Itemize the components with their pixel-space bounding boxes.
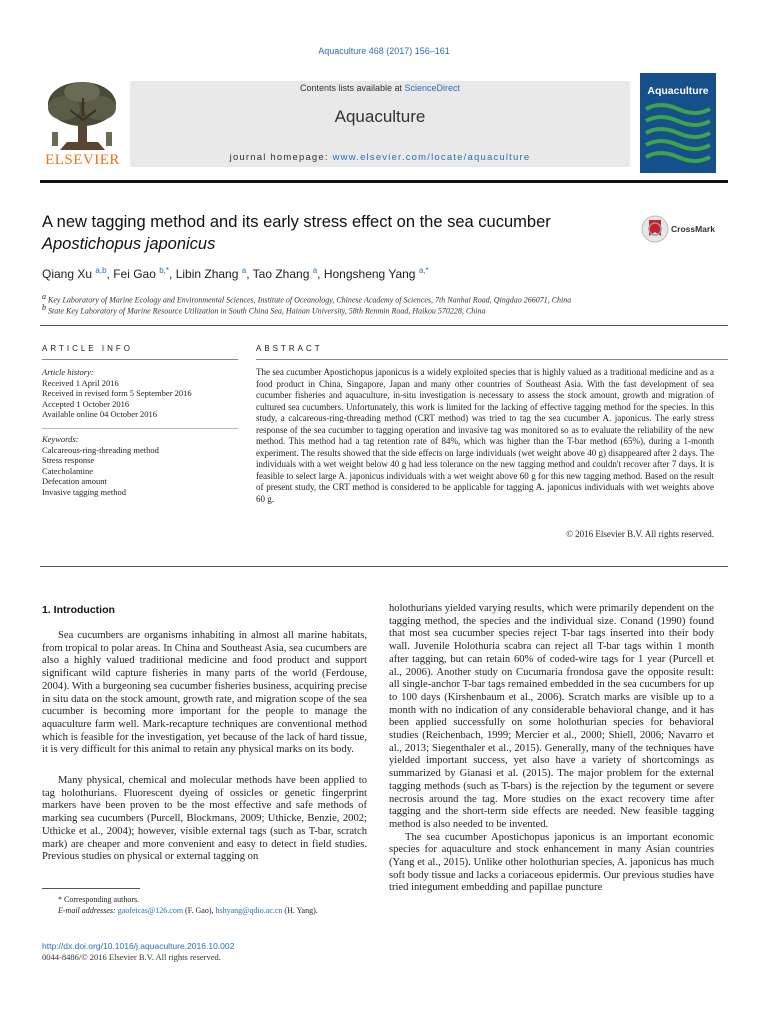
abstract-heading: ABSTRACT [256,344,323,353]
author-list: Qiang Xu $^{a,b}$, Fei Gao $^{b,*}$, Libin Zhang $^a$, Tao Zhang $^a$, Hongsheng Yang $^{a,*}$ [42,266,429,281]
history-item: Received in revised form 5 September 2016 [42,388,192,398]
affiliation-mark: a [42,292,46,301]
title-line-1: A new tagging method and its early stress effect on the sea cucumber [42,213,551,231]
email-owner: (F. Gao), [185,905,214,915]
keyword-item: Stress response [42,455,95,465]
author-affiliation-mark[interactable]: a,* [418,266,429,275]
keywords [42,434,242,497]
affiliation-mark: b [42,303,46,312]
article-info-rule [42,359,238,360]
paragraph: Sea cucumbers are organisms inhabiting in almost all marine habitats, from tropical to polar areas. In China and Southeast Asia, sea cucumbers are also a highly valued traditional medicine and food product and support significant wild capture fisheries in many parts of the world (Ferdouse, 2004). With a burgeoning sea cucumber fisheries business, acquiring precise in situ data on the stock amount, growth rate, and migration scope of the sea cucumber is becoming more important for the people to manage the aquaculture farm well. Mark-recapture techniques are conventional method which is feasible for the investigation, yet because of the lack of hard tissue, it is very difficult for this animal to retain any physical marks on its body. [42,630,367,756]
author-name[interactable]: Fei Gao [113,267,156,281]
author-affiliation-mark[interactable]: a [241,266,247,275]
cover-wave-pattern-icon [640,101,716,173]
keyword-item: Invasive tagging method [42,486,127,497]
header-rule [40,180,728,183]
intro-left-paragraph-2 [42,775,367,864]
homepage-prefix: journal homepage: [229,152,333,163]
article-info-heading: ARTICLE INFO [42,344,133,353]
keywords-label: Keywords: [42,434,79,444]
abstract-copyright: © 2016 Elsevier B.V. All rights reserved. [566,529,714,539]
journal-name: Aquaculture [334,107,426,126]
email-link-yang[interactable]: hshyang@qdio.ac.cn [215,905,283,915]
issn-line: 0044-8486/© 2016 Elsevier B.V. All rights reserved. [42,952,221,962]
crossmark-icon [641,215,669,243]
affiliation-text: State Key Laboratory of Marine Resource Utilization in South China Sea, Hainan University, 58th Renmin Road, Haikou 570228, China [48,306,486,316]
keyword-item: Calcareous-ring-threading method [42,444,159,455]
homepage-link[interactable]: www.elsevier.com/locate/aquaculture [332,152,531,163]
journal-citation[interactable]: Aquaculture 468 (2017) 156–161 [318,46,450,56]
author-name[interactable]: Libin Zhang [175,267,239,281]
publisher-name: ELSEVIER [45,152,120,168]
footnote-line-2 [42,906,372,917]
footnote-corresponding: Corresponding authors. [64,895,140,904]
cover-title: Aquaculture [647,85,709,97]
footnote-rule [42,888,140,889]
contents-prefix: Contents lists available at [299,83,405,93]
history-item: Accepted 1 October 2016 [42,398,130,409]
affiliation-text: Key Laboratory of Marine Ecology and Environmental Sciences, Institute of Oceanology, Chinese Academy of Sciences, 7th Nanhai Road, Qingdao 266071, China [48,295,572,305]
introduction-heading: 1. Introduction [42,604,115,616]
journal-cover-thumbnail[interactable] [640,73,716,173]
paragraph: The sea cucumber Apostichopus japonicus is an important economic species for aquaculture and stock enhancement in many Asian countries (Yang et al., 2015). Unlike other holothurian species, A. japonicus has much soft body tissue and lacks a coriaceous epidermis. Our previous studies have tried integument embedding and papillae puncture [389,831,714,894]
doi-link[interactable]: http://dx.doi.org/10.1016/j.aquaculture.2016.10.002 [42,941,235,951]
corresponding-author-footnote [42,895,372,916]
article-history [42,367,242,420]
paragraph: holothurians yielded varying results, which were primarily dependent on the tagging method, the species and the individual size. Conand (1990) found that most sea cucumber species reject T-bar tags inserted into their body wall. Juvenile Holothuria scabra can reject all T-bar tags within 1 month after tagging, but can retain 60% of coded-wire tags for 1 year (Purcell et al., 2006). Another study on Cucumaria frondosa gave the opposite result: all single-anchor T-bar tags remained embedded in the sea cucumbers for up to 100 days (Kirshenbaum et al., 2006). Scratch marks are visible up to a month with no indication of any considerable behavioral change, and it has been applied successfully on some holothurian species for behavioral studies (Reichenbach, 1999; Mercier et al., 2000; Shiell, 2006; Navarro et al., 2013; Siegenthaler et al., 2015). Generally, many of the techniques have yielded important success, yet also have a variety of shortcomings as summarized by Gianasi et al. (2015). The major problem for the external tagging methods (such as T-bars) is the rejection by the tegument or severe necrosis around the tag. More studies on the exact recovery time after tagging and the short-term side effects are needed. New feasible tagging method is also needed to be invented. [389,603,714,830]
contents-available-line [130,83,630,93]
keyword-item: Defecation amount [42,476,107,486]
journal-masthead [130,81,630,167]
abstract-bottom-rule [40,566,728,567]
email-link-gao[interactable]: gaofeicas@126.com [117,905,184,915]
sciencedirect-link[interactable]: ScienceDirect [404,83,461,93]
history-item: Received 1 April 2016 [42,377,119,388]
email-label: E-mail addresses: [58,905,116,915]
keyword-item: Catecholamine [42,465,93,476]
paragraph: Many physical, chemical and molecular methods have been applied to tag holothurians. Fluorescent dyeing of ossicles or genetic fingerprint markers have been proven to be the most effective and safe methods of marking sea cucumbers (Purcell, Blockmans, 2009; Uthicke, Benzie, 2002; Uthicke et al., 2004); however, visible external tags (such as T-bar, scratch mark) are cheaper and more convenient and easy to detect in field studies. Previous studies on physical or external tagging on [42,775,367,863]
intro-left-paragraph-1 [42,630,367,757]
author-affiliation-mark[interactable]: a [312,266,318,275]
title-line-2: Apostichopus japonicus [42,235,216,253]
author-affiliation-mark[interactable]: b,* [159,266,170,275]
crossmark-label: CrossMark [671,224,715,234]
author-name[interactable]: Tao Zhang [252,267,310,281]
abstract-rule [256,359,728,360]
article-title [42,211,632,255]
affiliation-b [42,303,732,316]
footnote-star: * [58,895,62,904]
author-name[interactable]: Qiang Xu [42,267,93,281]
history-item: Available online 04 October 2016 [42,409,158,419]
crossmark-badge[interactable] [641,215,731,245]
keywords-rule [42,428,238,429]
section-rule [40,325,728,326]
abstract-text: The sea cucumber Apostichopus japonicus is a widely exploited species that is highly valued as a traditional medicine and as a food product in China, Singapore, Japan and many other countries of Southeast Asia. With the fast development of sea cucumber fisheries and aquaculture, in-situ investigation is necessary to assess the stock amount, growth and migration of cultured sea cucumbers. Unfortunately, this work is limited for the lacking of effective tagging method for the species. In this study, a calcareous-ring-threading method (CRT method) was tried to tag the sea cucumber A. japonicus. The early stress response of the sea cucumber to tagging operation and invasive tag was monitored so as to evaluate the reliability of the new method. This method had a tag retention rate of 84%, which was higher than the T-bar method (65%), during a 1-month experiment. The results showed that the side effects on large individuals (wet weight above 40 g) disappeared after 2 days. The individuals with a wet weight below 40 g had less tolerance on the new tagging method and couldn't recover after 7 days. It is feasible to select large A. japonicus individuals with a wet weight above 60 g for this new tagging method. Based on the result of present study, the CRT method is considered to be applicable for tagging A. japonicus individuals with wet weights above 60 g. [256,367,714,504]
history-label: Article history: [42,367,94,377]
email-owner: (H. Yang). [284,905,318,915]
journal-homepage-line [130,152,630,163]
author-name[interactable]: Hongsheng Yang [323,267,416,281]
intro-right-column [389,603,714,895]
footnote-line-1 [42,895,372,906]
author-affiliation-mark[interactable]: a,b [95,266,107,275]
